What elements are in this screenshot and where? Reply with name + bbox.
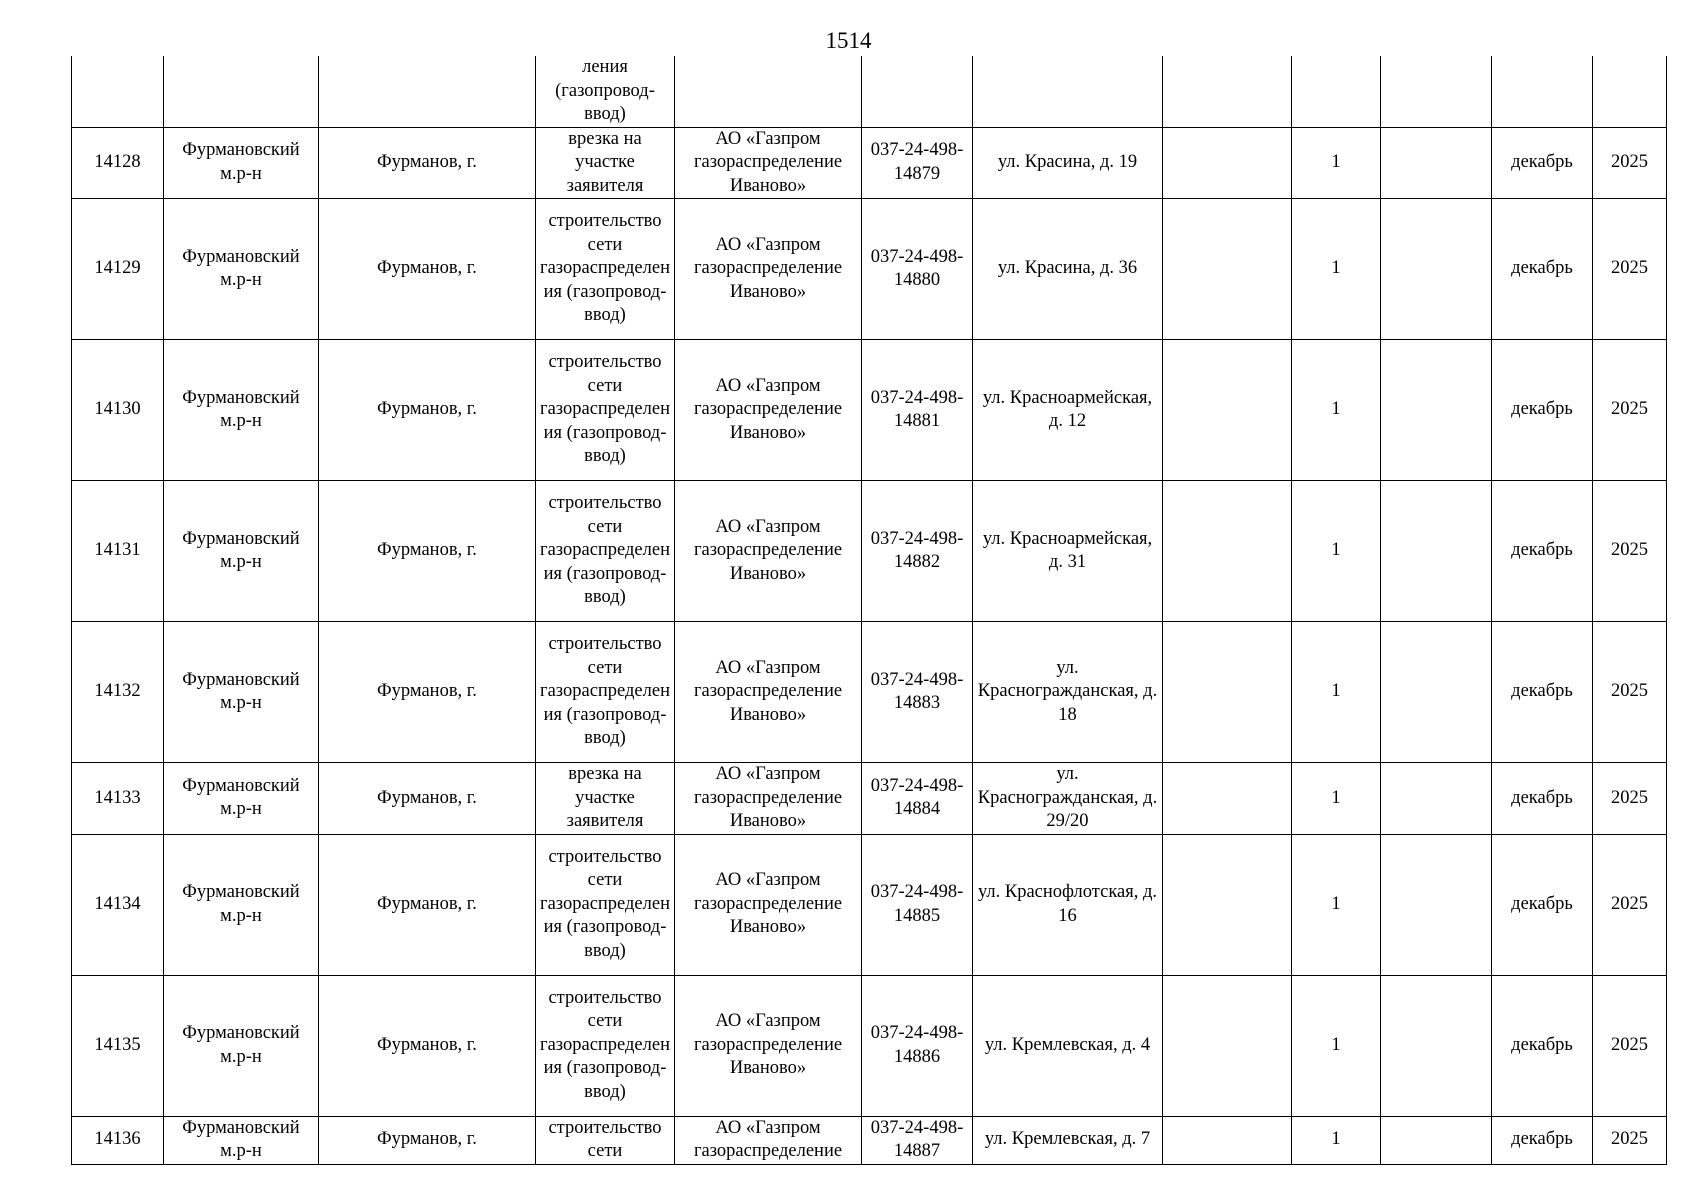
cell-col10 (1381, 481, 1492, 622)
cell-org (675, 56, 862, 127)
cell-type: строительство сети газораспределения (газопровод-ввод) (536, 199, 675, 340)
cell-col10 (1381, 199, 1492, 340)
cell-num: 14128 (72, 127, 164, 199)
cell-district: Фурмановский м.р-н (164, 834, 319, 975)
table-row-partial (72, 56, 1667, 127)
cell-qty: 1 (1292, 199, 1381, 340)
cell-year: 2025 (1593, 481, 1667, 622)
cell-district: Фурмановский м.р-н (164, 127, 319, 199)
cell-org: АО «Газпром газораспределение Иваново» (675, 199, 862, 340)
cell-month: декабрь (1492, 975, 1593, 1116)
table-row (72, 975, 1667, 1116)
cell-num: 14130 (72, 340, 164, 481)
cell-col10 (1381, 622, 1492, 763)
cell-district (164, 56, 319, 127)
cell-month: декабрь (1492, 481, 1593, 622)
cell-num: 14135 (72, 975, 164, 1116)
cell-year: 2025 (1593, 340, 1667, 481)
cell-city: Фурманов, г. (319, 199, 536, 340)
table-row (72, 199, 1667, 340)
cell-qty: 1 (1292, 127, 1381, 199)
cell-city: Фурманов, г. (319, 763, 536, 835)
cell-code: 037-24-498-14884 (862, 763, 973, 835)
cell-col10 (1381, 340, 1492, 481)
cell-address: ул. Краснофлотская, д. 16 (973, 834, 1163, 975)
cell-month: декабрь (1492, 763, 1593, 835)
cell-city: Фурманов, г. (319, 127, 536, 199)
cell-city (319, 56, 536, 127)
cell-num: 14134 (72, 834, 164, 975)
cell-col8 (1163, 199, 1292, 340)
cell-address: ул. Красноармейская, д. 12 (973, 340, 1163, 481)
cell-num: 14129 (72, 199, 164, 340)
cell-city: Фурманов, г. (319, 834, 536, 975)
cell-type: строительство сети газораспределения (газопровод-ввод) (536, 622, 675, 763)
cell-type: ления (газопровод-ввод) (536, 56, 675, 127)
cell-code: 037-24-498-14882 (862, 481, 973, 622)
cell-col8 (1163, 1116, 1292, 1164)
cell-org: АО «Газпром газораспределение Иваново» (675, 622, 862, 763)
cell-address: ул. Кремлевская, д. 4 (973, 975, 1163, 1116)
cell-month: декабрь (1492, 834, 1593, 975)
cell-city: Фурманов, г. (319, 622, 536, 763)
cell-type: врезка на участке заявителя (536, 763, 675, 835)
cell-type: строительство сети газораспределения (газопровод-ввод) (536, 340, 675, 481)
cell-col8 (1163, 763, 1292, 835)
cell-type: строительство сети газораспределения (газопровод-ввод) (536, 975, 675, 1116)
table-row (72, 763, 1667, 835)
cell-district: Фурмановский м.р-н (164, 340, 319, 481)
cell-address: ул. Красноармейская, д. 31 (973, 481, 1163, 622)
cell-code: 037-24-498-14885 (862, 834, 973, 975)
cell-qty: 1 (1292, 763, 1381, 835)
cell-month: декабрь (1492, 199, 1593, 340)
cell-code: 037-24-498-14880 (862, 199, 973, 340)
cell-col10 (1381, 975, 1492, 1116)
cell-type: строительство сети газораспределения (газопровод-ввод) (536, 481, 675, 622)
cell-city: Фурманов, г. (319, 1116, 536, 1164)
cell-district: Фурмановский м.р-н (164, 1116, 319, 1164)
cell-col8 (1163, 622, 1292, 763)
cell-col10 (1381, 56, 1492, 127)
cell-col10 (1381, 1116, 1492, 1164)
cell-org: АО «Газпром газораспределение (675, 1116, 862, 1164)
cell-qty: 1 (1292, 1116, 1381, 1164)
cell-qty: 1 (1292, 834, 1381, 975)
table-row (72, 340, 1667, 481)
cell-year: 2025 (1593, 975, 1667, 1116)
cell-code: 037-24-498-14881 (862, 340, 973, 481)
cell-year: 2025 (1593, 622, 1667, 763)
cell-district: Фурмановский м.р-н (164, 763, 319, 835)
cell-month (1492, 56, 1593, 127)
table-row (72, 481, 1667, 622)
cell-type: строительство сети газораспределения (газопровод-ввод) (536, 834, 675, 975)
registry-table-wrapper (71, 56, 1667, 1165)
cell-code: 037-24-498-14883 (862, 622, 973, 763)
cell-month: декабрь (1492, 622, 1593, 763)
cell-address (973, 56, 1163, 127)
table-body (72, 56, 1667, 1164)
cell-org: АО «Газпром газораспределение Иваново» (675, 834, 862, 975)
registry-table (71, 56, 1667, 1165)
cell-num: 14132 (72, 622, 164, 763)
cell-col8 (1163, 481, 1292, 622)
cell-qty: 1 (1292, 622, 1381, 763)
cell-year (1593, 56, 1667, 127)
cell-type: строительство сети (536, 1116, 675, 1164)
cell-district: Фурмановский м.р-н (164, 622, 319, 763)
cell-month: декабрь (1492, 127, 1593, 199)
cell-col8 (1163, 834, 1292, 975)
cell-year: 2025 (1593, 199, 1667, 340)
cell-month: декабрь (1492, 1116, 1593, 1164)
cell-num: 14131 (72, 481, 164, 622)
cell-num: 14136 (72, 1116, 164, 1164)
cell-code (862, 56, 973, 127)
cell-num (72, 56, 164, 127)
cell-code: 037-24-498-14886 (862, 975, 973, 1116)
cell-qty (1292, 56, 1381, 127)
cell-address: ул. Красногражданская, д. 18 (973, 622, 1163, 763)
cell-district: Фурмановский м.р-н (164, 199, 319, 340)
cell-org: АО «Газпром газораспределение Иваново» (675, 340, 862, 481)
cell-col8 (1163, 340, 1292, 481)
cell-address: ул. Кремлевская, д. 7 (973, 1116, 1163, 1164)
cell-col8 (1163, 56, 1292, 127)
cell-org: АО «Газпром газораспределение Иваново» (675, 481, 862, 622)
cell-address: ул. Красина, д. 19 (973, 127, 1163, 199)
cell-col8 (1163, 127, 1292, 199)
table-row (72, 622, 1667, 763)
cell-month: декабрь (1492, 340, 1593, 481)
cell-qty: 1 (1292, 481, 1381, 622)
cell-col10 (1381, 834, 1492, 975)
cell-col10 (1381, 763, 1492, 835)
cell-address: ул. Красина, д. 36 (973, 199, 1163, 340)
cell-city: Фурманов, г. (319, 340, 536, 481)
cell-district: Фурмановский м.р-н (164, 481, 319, 622)
cell-year: 2025 (1593, 1116, 1667, 1164)
cell-city: Фурманов, г. (319, 975, 536, 1116)
table-row (72, 834, 1667, 975)
cell-year: 2025 (1593, 127, 1667, 199)
cell-col10 (1381, 127, 1492, 199)
cell-qty: 1 (1292, 340, 1381, 481)
cell-code: 037-24-498-14879 (862, 127, 973, 199)
cell-code: 037-24-498-14887 (862, 1116, 973, 1164)
cell-org: АО «Газпром газораспределение Иваново» (675, 763, 862, 835)
table-row (72, 1116, 1667, 1164)
cell-district: Фурмановский м.р-н (164, 975, 319, 1116)
cell-address: ул. Красногражданская, д. 29/20 (973, 763, 1163, 835)
cell-year: 2025 (1593, 763, 1667, 835)
cell-org: АО «Газпром газораспределение Иваново» (675, 127, 862, 199)
cell-qty: 1 (1292, 975, 1381, 1116)
page-number: 1514 (825, 28, 872, 53)
cell-num: 14133 (72, 763, 164, 835)
cell-org: АО «Газпром газораспределение Иваново» (675, 975, 862, 1116)
cell-year: 2025 (1593, 834, 1667, 975)
cell-type: врезка на участке заявителя (536, 127, 675, 199)
cell-col8 (1163, 975, 1292, 1116)
table-row (72, 127, 1667, 199)
cell-city: Фурманов, г. (319, 481, 536, 622)
